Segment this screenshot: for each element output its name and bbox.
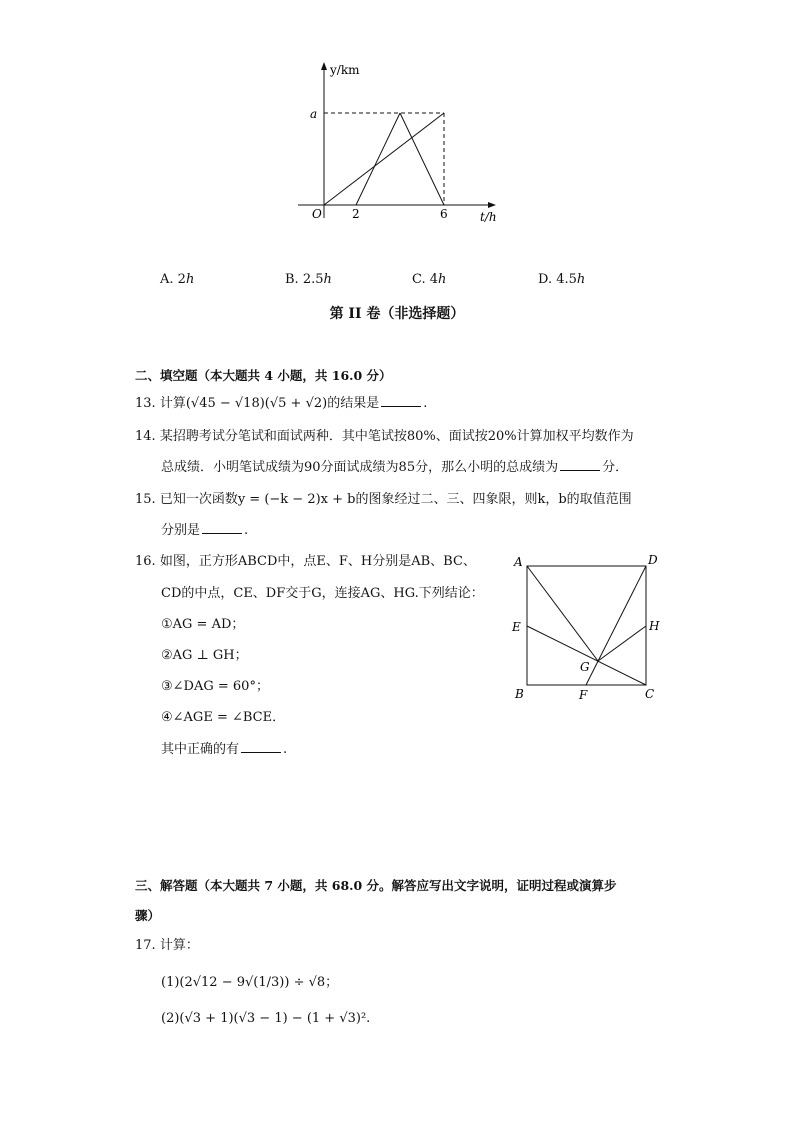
q16-conclusion-2: ②AG ⊥ GH； <box>161 648 248 663</box>
question-15-line2 <box>161 521 248 541</box>
origin-label: O <box>312 207 322 221</box>
square-diagram <box>506 551 666 706</box>
segment-df <box>586 566 646 685</box>
question-number: 14. <box>135 429 156 444</box>
label-b: B <box>515 687 524 701</box>
segment-hg <box>598 626 646 661</box>
q14-line1: 某招聘考试分笔试和面试两种．其中笔试按80%、面试按20%计算加权平均数作为 <box>159 429 634 444</box>
question-15 <box>135 490 632 510</box>
answer-blank[interactable] <box>241 740 281 753</box>
q16-line1: 如图，正方形ABCD中，点E、F、H分别是AB、BC、 <box>159 554 476 569</box>
segment-ce <box>527 626 646 685</box>
option-letter: A. <box>160 272 174 287</box>
q15-line2-pre: 分别是 <box>161 523 201 538</box>
q15-line2-post: . <box>244 523 249 538</box>
a-label: a <box>310 107 318 121</box>
question-number: 13. <box>135 396 156 411</box>
question-14 <box>135 427 634 447</box>
option-value: 4.5 <box>556 272 577 287</box>
q13-end: . <box>423 396 428 411</box>
question-13 <box>135 394 427 414</box>
x-axis-arrow <box>488 202 496 208</box>
line-slow-traveler <box>324 113 444 205</box>
label-a: A <box>514 555 523 569</box>
line-fast-out <box>356 113 400 205</box>
option-b[interactable] <box>285 272 332 287</box>
q16-answer-post: . <box>283 742 288 757</box>
label-c: C <box>645 687 655 701</box>
q13-expr: (√45 − √18)(√5 + √2) <box>185 396 328 411</box>
question-number: 17. <box>135 938 156 953</box>
q14-line2-pre: 总成绩．小明笔试成绩为90分面试成绩为85分，那么小明的总成绩为 <box>161 460 559 475</box>
part2-title: 第 II 卷（非选择题） <box>329 306 465 322</box>
q16-conclusion-4: ④∠AGE = ∠BCE． <box>161 710 286 725</box>
q16-line2: CD的中点，CE、DF交于G，连接AG、HG.下列结论： <box>161 586 484 601</box>
answer-blank[interactable] <box>202 521 242 534</box>
answer-blank[interactable] <box>560 458 600 471</box>
y-axis-label: y/km <box>330 63 360 77</box>
option-value: 4 <box>429 272 439 287</box>
section3-title-line1: 三、解答题（本大题共 7 小题，共 68.0 分。解答应写出文字说明，证明过程或演算步 <box>135 878 617 893</box>
label-e: E <box>512 620 521 634</box>
option-letter: C. <box>412 272 426 287</box>
option-unit: h <box>323 272 332 287</box>
option-unit: h <box>438 272 447 287</box>
question-number: 15. <box>135 492 156 507</box>
q16-answer <box>161 740 287 760</box>
option-unit: h <box>576 272 586 287</box>
question-16 <box>135 552 476 572</box>
distance-time-graph <box>290 58 510 233</box>
q16-answer-pre: 其中正确的有 <box>161 742 240 757</box>
x-axis-label: t/h <box>480 210 497 224</box>
q15-line1: 已知一次函数y = (−k − 2)x + b的图象经过二、三、四象限，则k，b的取值范围 <box>159 492 632 507</box>
y-axis-arrow <box>321 62 327 70</box>
question-14-line2 <box>161 458 628 478</box>
line-fast-back <box>400 113 444 205</box>
answer-blank[interactable] <box>381 394 421 407</box>
section3-title-line2: 骤） <box>135 908 161 923</box>
question-number: 16. <box>135 554 156 569</box>
label-h: H <box>649 619 660 633</box>
label-d: D <box>648 553 658 567</box>
option-a[interactable] <box>160 272 194 287</box>
q16-conclusion-1: ①AG = AD； <box>161 617 245 632</box>
option-value: 2.5 <box>302 272 324 287</box>
option-d[interactable] <box>538 272 585 287</box>
q13-post: 的结果是 <box>327 396 380 411</box>
q17-part1: (1)(2√12 − 9√(1/3)) ÷ √8； <box>161 975 339 990</box>
tick-6-label: 6 <box>440 207 448 221</box>
q17-intro: 计算： <box>159 938 199 953</box>
q13-pre: 计算 <box>159 396 186 411</box>
question-17 <box>135 936 199 956</box>
label-f: F <box>579 688 588 702</box>
option-unit: h <box>185 272 195 287</box>
q17-part2: (2)(√3 + 1)(√3 − 1) − (1 + √3)². <box>161 1011 371 1026</box>
tick-2-label: 2 <box>352 207 360 221</box>
option-letter: B. <box>285 272 299 287</box>
q14-line2-post: 分． <box>602 460 629 475</box>
label-g: G <box>580 660 590 674</box>
segment-ag <box>527 566 598 661</box>
option-c[interactable] <box>412 272 446 287</box>
section2-title: 二、填空题（本大题共 4 小题，共 16.0 分） <box>135 368 392 383</box>
option-value: 2 <box>177 272 186 287</box>
q16-conclusion-3: ③∠DAG = 60°； <box>161 679 269 694</box>
option-letter: D. <box>538 272 553 287</box>
